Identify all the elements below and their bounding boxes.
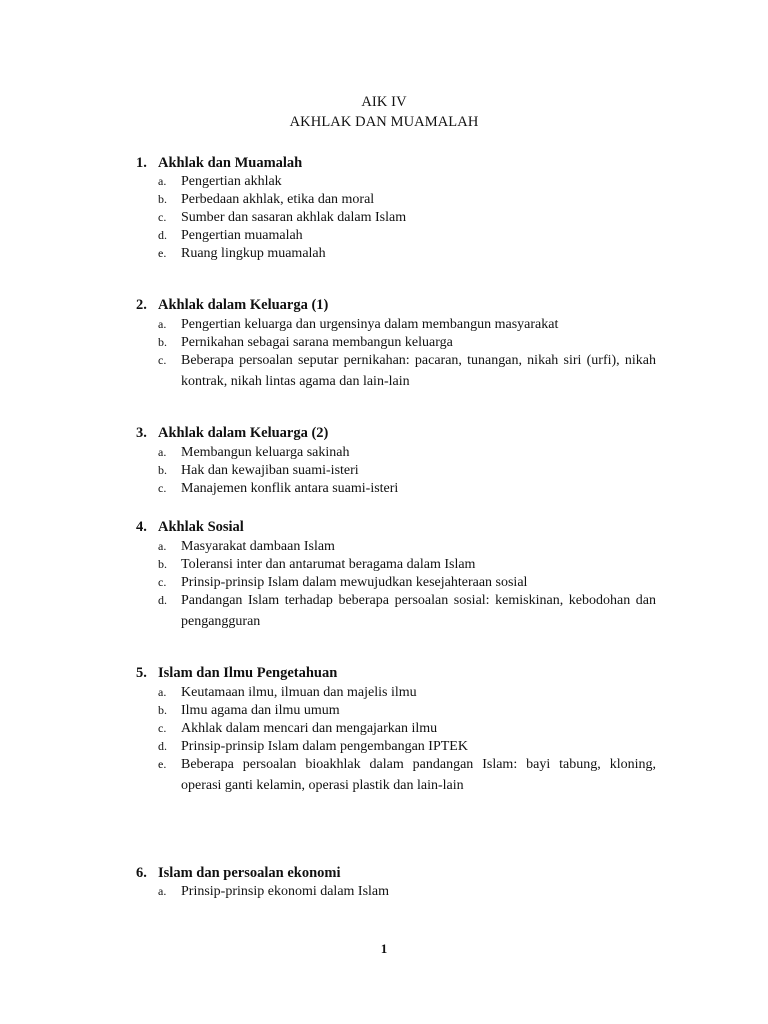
item-text: Hak dan kewajiban suami-isteri [181, 463, 359, 478]
item-letter: d. [158, 739, 167, 753]
section-number: 2. [136, 297, 147, 313]
item-letter: c. [158, 721, 167, 735]
item-letter: a. [158, 317, 167, 331]
section-number: 4. [136, 519, 147, 535]
item-text: Manajemen konflik antara suami-isteri [181, 481, 399, 496]
item-letter: b. [158, 192, 167, 206]
course-code: AIK IV [361, 94, 407, 110]
list-item [158, 350, 656, 392]
section-3-heading [136, 425, 328, 442]
item-text: Sumber dan sasaran akhlak dalam Islam [181, 210, 407, 225]
item-text: Keutamaan ilmu, ilmuan dan majelis ilmu [181, 685, 417, 700]
item-letter: a. [158, 445, 167, 459]
item-letter: a. [158, 539, 167, 553]
section-title: Akhlak dalam Keluarga (2) [158, 425, 329, 441]
item-letter: d. [158, 228, 167, 242]
item-letter: a. [158, 884, 167, 898]
section-title: Akhlak Sosial [158, 519, 244, 535]
item-letter: b. [158, 335, 167, 349]
item-letter: e. [158, 246, 167, 260]
item-letter: c. [158, 210, 167, 224]
item-letter: c. [158, 481, 167, 495]
list-item [158, 881, 656, 902]
section-number: 1. [136, 155, 147, 171]
item-text: Perbedaan akhlak, etika dan moral [181, 192, 375, 207]
section-4-heading [136, 519, 244, 536]
section-1-heading [136, 155, 302, 172]
list-item [158, 243, 656, 264]
item-letter: b. [158, 463, 167, 477]
item-text: Ilmu agama dan ilmu umum [181, 703, 340, 718]
item-text: Pengertian muamalah [181, 228, 303, 243]
item-text: Prinsip-prinsip Islam dalam mewujudkan kesejahteraan sosial [181, 575, 528, 590]
item-letter: d. [158, 593, 167, 607]
item-letter: a. [158, 685, 167, 699]
section-title: Akhlak dan Muamalah [158, 155, 303, 171]
list-item [158, 478, 656, 499]
section-6-heading [136, 865, 341, 882]
section-number: 3. [136, 425, 147, 441]
item-letter: b. [158, 557, 167, 571]
page-number: 1 [380, 941, 388, 956]
section-number: 6. [136, 865, 147, 881]
section-title: Islam dan persoalan ekonomi [158, 865, 341, 881]
section-2-heading [136, 297, 328, 314]
item-text: Pengertian keluarga dan urgensinya dalam membangun masyarakat [181, 317, 559, 332]
item-text: Prinsip-prinsip Islam dalam pengembangan IPTEK [181, 739, 468, 754]
item-text: Beberapa persoalan bioakhlak dalam pandangan Islam: bayi tabung, kloning, operasi ganti kelamin, operasi plastik dan lain-lain [181, 757, 656, 793]
item-letter: c. [158, 353, 167, 367]
item-text: Membangun keluarga sakinah [181, 445, 350, 460]
item-letter: c. [158, 575, 167, 589]
item-text: Ruang lingkup muamalah [181, 246, 326, 261]
item-text: Pernikahan sebagai sarana membangun keluarga [181, 335, 453, 350]
item-letter: e. [158, 757, 167, 771]
item-letter: a. [158, 174, 167, 188]
item-text: Akhlak dalam mencari dan mengajarkan ilmu [181, 721, 438, 736]
list-item [158, 590, 656, 632]
item-letter: b. [158, 703, 167, 717]
section-number: 5. [136, 665, 147, 681]
item-text: Pandangan Islam terhadap beberapa persoalan sosial: kemiskinan, kebodohan dan pengangguran [181, 593, 656, 629]
item-text: Prinsip-prinsip ekonomi dalam Islam [181, 884, 390, 899]
section-title: Akhlak dalam Keluarga (1) [158, 297, 329, 313]
item-text: Beberapa persoalan seputar pernikahan: pacaran, tunangan, nikah siri (urfi), nikah kontrak, nikah lintas agama dan lain-lain [181, 353, 656, 389]
list-item [158, 754, 656, 796]
document-title: AKHLAK DAN MUAMALAH [289, 114, 479, 130]
item-text: Pengertian akhlak [181, 174, 282, 189]
item-text: Toleransi inter dan antarumat beragama dalam Islam [181, 557, 476, 572]
section-title: Islam dan Ilmu Pengetahuan [158, 665, 338, 681]
item-text: Masyarakat dambaan Islam [181, 539, 335, 554]
section-5-heading [136, 665, 337, 682]
